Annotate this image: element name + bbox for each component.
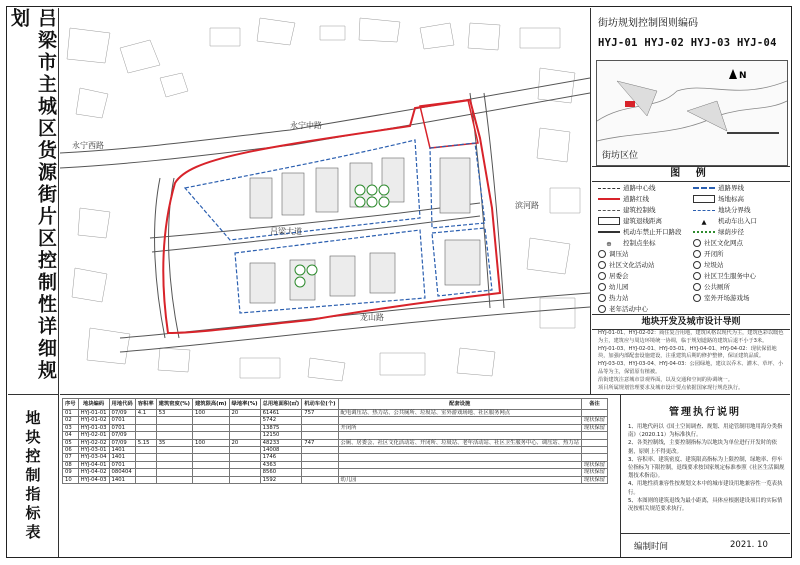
table-cell: 1746 — [260, 454, 302, 461]
table-row — [63, 469, 608, 476]
location-label: 街坊区位 — [602, 151, 639, 161]
table-cell — [229, 424, 260, 431]
table-cell: 48233 — [260, 439, 302, 446]
table-cell: 53 — [156, 410, 192, 417]
table-cell: 0701 — [109, 417, 135, 424]
legend-symbol — [598, 188, 620, 189]
table-header-cell: 机动车位(个) — [302, 399, 338, 410]
table-cell: 开闭所 — [338, 424, 581, 431]
legend-symbol: ▲ — [701, 218, 707, 226]
table-cell: 13875 — [260, 424, 302, 431]
road-label-longshan: 龙山路 — [360, 313, 384, 322]
table-cell: 100 — [192, 410, 229, 417]
table-cell: 747 — [302, 439, 338, 446]
legend-symbol — [693, 272, 701, 280]
table-cell: 1401 — [109, 476, 135, 483]
vertical-title — [8, 8, 59, 394]
table-cell — [192, 417, 229, 424]
table-cell — [302, 432, 338, 439]
table-cell — [302, 469, 338, 476]
table-cell — [229, 469, 260, 476]
plan-title: 吕梁市主城区货源街片区控制性详细规划 — [8, 8, 57, 382]
table-cell — [192, 454, 229, 461]
table-header-cell: 备注 — [581, 399, 607, 410]
table-header-row — [63, 399, 608, 410]
table-header-cell: 配套设施 — [338, 399, 581, 410]
table-cell: 757 — [302, 410, 338, 417]
legend-symbol — [693, 187, 715, 189]
table-row — [63, 417, 608, 424]
table-cell: 20 — [229, 439, 260, 446]
table-cell: 07/09 — [109, 410, 135, 417]
table-cell: 5.15 — [135, 439, 156, 446]
table-cell — [229, 417, 260, 424]
road-label-yongning-west: 永宁西路 — [72, 141, 104, 150]
table-header-cell: 建筑限高(m) — [192, 399, 229, 410]
table-cell — [581, 439, 607, 446]
management-title: 管理执行说明 — [669, 407, 741, 418]
road-label-binhe: 滨河路 — [515, 201, 539, 210]
table-cell — [192, 461, 229, 468]
legend-item: 社区文化网点 — [693, 238, 743, 249]
table-cell — [192, 424, 229, 431]
table-cell: 07 — [63, 454, 79, 461]
table-header-cell: 地块编码 — [78, 399, 109, 410]
guide-text: HYJ-01-01、HYJ-02-02：商住复合用地，建筑风格以现代为主，建筑色彩以暖色为主，建筑应与周边环境统一协调，临于规划道路的建筑后退不小于3米。 HYJ-01-03、HYJ-02-01、HYJ-03-01、HYJ-04-01、HYJ-04-02：现状保留地块，加强内部配套设施建设，注重建筑后期的修护整修，保证建筑品质。 HYJ-03-03、HYJ-03-04、HYJ-04-03：公园绿地，建议以乔木、灌木、草坪、小品等为主，保留原有植被。 沿街建筑注意城市景观界面，以及交通和空间的协调统一。 项目所属规划管理要求及城市设计要点依据国家现行规范执行。 — [598, 330, 784, 391]
table-cell: 080404 — [109, 469, 135, 476]
table-cell — [302, 417, 338, 424]
legend-symbol — [598, 210, 620, 211]
city-map — [60, 8, 590, 394]
table-header-cell: 容积率 — [135, 399, 156, 410]
legend-title: 图 例 — [592, 166, 790, 182]
table-cell — [135, 447, 156, 454]
legend-item: 社区文化活动站 — [598, 260, 655, 271]
table-cell: 04 — [63, 432, 79, 439]
table-cell: 现状保留 — [581, 461, 607, 468]
table-cell: HYJ-02-02 — [78, 439, 109, 446]
legend-item: 老年活动中心 — [598, 304, 648, 315]
table-cell: 1401 — [109, 454, 135, 461]
legend-item: 场地标高 — [693, 194, 744, 205]
table-cell: 8560 — [260, 469, 302, 476]
legend-item: 地块分界线 — [693, 205, 751, 216]
date-value: 2021. 10 — [730, 540, 768, 550]
legend-symbol — [598, 250, 606, 258]
legend-symbol — [598, 198, 620, 200]
legend-item: 道路界线 — [693, 183, 744, 194]
road-label-yongning-middle: 永宁中路 — [290, 121, 322, 130]
table-cell — [135, 469, 156, 476]
table-cell — [302, 476, 338, 483]
table-body — [63, 410, 608, 484]
table-cell — [192, 447, 229, 454]
legend-symbol — [693, 231, 715, 233]
legend-symbol — [693, 283, 701, 291]
table-cell — [338, 461, 581, 468]
legend-item: 道路红线 — [598, 194, 649, 205]
indicator-table-area — [60, 394, 621, 557]
legend-symbol — [598, 217, 620, 225]
table-cell — [192, 432, 229, 439]
table-cell — [135, 417, 156, 424]
legend-symbol: ⊕ — [606, 240, 612, 248]
table-header-cell: 用地代码 — [109, 399, 135, 410]
table-cell — [135, 424, 156, 431]
table-cell: 03 — [63, 424, 79, 431]
table-cell: HYJ-04-02 — [78, 469, 109, 476]
table-row — [63, 454, 608, 461]
table-cell: 5742 — [260, 417, 302, 424]
legend-item: ▲ 机动车出入口 — [693, 216, 757, 227]
management-text: 1、用地代码以《国土空间调查、规划、用途管制用地用海分类指南》（2020.11）为标准执行。 2、各类控制线，主要控制指标为以地块为单位进行开发时的依据，原则上不得更改。 3、容积率、建筑密度、建筑限高指标为上限控制，绿地率、停车位指标为下限控制，退线要求按国家规定标准参照《社区生活圈规划技术指南》。 4、用地性质兼容性按规划文本中的城市建设用地兼容性一览表执行。 5、本图则的建筑退线为最小距离，具体应根据建设项目的实际情况按相关规范要求执行。 — [628, 424, 785, 513]
table-cell: 07/09 — [109, 439, 135, 446]
legend-item: 垃圾站 — [693, 260, 724, 271]
indicator-title-box — [8, 394, 59, 557]
table-cell: 现状保留 — [581, 424, 607, 431]
table-cell — [229, 476, 260, 483]
legend-item: 机动车禁止开口路段 — [598, 227, 682, 238]
table-cell: 09 — [63, 469, 79, 476]
table-header-cell: 绿地率(%) — [229, 399, 260, 410]
table-cell: 幼儿园 — [338, 476, 581, 483]
table-cell: HYJ-01-01 — [78, 410, 109, 417]
table-cell: 20 — [229, 410, 260, 417]
table-cell — [338, 417, 581, 424]
table-cell — [229, 447, 260, 454]
table-header-cell: 建筑密度(%) — [156, 399, 192, 410]
table-cell: 1401 — [109, 447, 135, 454]
table-cell: 61461 — [260, 410, 302, 417]
legend-symbol — [693, 239, 701, 247]
table-cell: 07/09 — [109, 432, 135, 439]
legend-item: 绿荫步径 — [693, 227, 744, 238]
table-cell — [135, 461, 156, 468]
table-cell — [581, 410, 607, 417]
legend-item: 热力站 — [598, 293, 629, 304]
table-cell — [581, 447, 607, 454]
table-cell: HYJ-02-01 — [78, 432, 109, 439]
table-cell: HYJ-03-01 — [78, 447, 109, 454]
table-cell — [338, 447, 581, 454]
road-label-lvliang: 吕梁大道 — [270, 227, 302, 236]
table-row — [63, 447, 608, 454]
table-cell — [156, 476, 192, 483]
legend-item: 公共厕所 — [693, 282, 730, 293]
legend-symbol — [598, 272, 606, 280]
table-cell: HYJ-04-01 — [78, 461, 109, 468]
table-cell — [135, 476, 156, 483]
table-row — [63, 461, 608, 468]
table-row — [63, 432, 608, 439]
block-codes: HYJ-01 HYJ-02 HYJ-03 HYJ-04 — [598, 37, 777, 49]
table-cell — [338, 469, 581, 476]
table-cell: 14008 — [260, 447, 302, 454]
table-header-cell: 序号 — [63, 399, 79, 410]
legend-symbol — [598, 305, 606, 313]
legend-item: 幼儿园 — [598, 282, 629, 293]
code-panel-title: 街坊规划控制图则编码 — [598, 18, 698, 29]
table-cell: 现状保留 — [581, 476, 607, 483]
table-cell: HYJ-03-04 — [78, 454, 109, 461]
table-row — [63, 476, 608, 483]
table-cell — [338, 432, 581, 439]
table-cell: 现状保留 — [581, 417, 607, 424]
table-cell — [156, 447, 192, 454]
table-cell: 0701 — [109, 424, 135, 431]
table-cell — [302, 447, 338, 454]
table-cell: 现状保留 — [581, 469, 607, 476]
guide-title: 地块开发及城市设计导则 — [592, 314, 790, 330]
legend-item: 开闭所 — [693, 249, 724, 260]
legend-item: 调压站 — [598, 249, 629, 260]
table-cell — [581, 454, 607, 461]
table-cell — [156, 454, 192, 461]
table-cell — [156, 432, 192, 439]
table-cell: HYJ-01-02 — [78, 417, 109, 424]
legend-symbol — [598, 231, 620, 233]
legend-item: ⊕ 控制点坐标 — [598, 238, 656, 249]
table-cell — [156, 424, 192, 431]
legend-symbol — [598, 261, 606, 269]
table-cell — [192, 476, 229, 483]
table-cell: 01 — [63, 410, 79, 417]
table-cell — [302, 454, 338, 461]
legend-item: 社区卫生服务中心 — [693, 271, 756, 282]
table-cell: 1592 — [260, 476, 302, 483]
table-cell — [156, 417, 192, 424]
legend-item: 居委会 — [598, 271, 629, 282]
indicator-table — [62, 398, 608, 484]
table-cell — [581, 432, 607, 439]
table-cell — [156, 461, 192, 468]
table-cell: 02 — [63, 417, 79, 424]
table-cell: 10 — [63, 476, 79, 483]
legend-symbol — [693, 250, 701, 258]
legend-symbol — [693, 294, 701, 302]
table-cell — [135, 454, 156, 461]
legend-symbol — [598, 294, 606, 302]
north-arrow-icon — [729, 69, 747, 81]
table-cell: 06 — [63, 447, 79, 454]
right-panel — [592, 8, 790, 394]
legend-symbol — [693, 261, 701, 269]
legend-item: 道路中心线 — [598, 183, 656, 194]
table-cell: 35 — [156, 439, 192, 446]
table-cell — [302, 461, 338, 468]
table-cell: HYJ-04-03 — [78, 476, 109, 483]
table-cell: 4363 — [260, 461, 302, 468]
table-cell: 配电调压站、热力站、公共厕所、垃圾站、室外游戏场地、社区服务网点 — [338, 410, 581, 417]
table-cell — [135, 432, 156, 439]
date-footer — [620, 533, 790, 556]
table-row — [63, 410, 608, 417]
table-cell: 100 — [192, 439, 229, 446]
table-cell — [338, 454, 581, 461]
table-cell: 4.1 — [135, 410, 156, 417]
table-cell: 0701 — [109, 461, 135, 468]
legend-item: 建筑退线距离 — [598, 216, 662, 227]
table-cell: 12150 — [260, 432, 302, 439]
table-cell — [229, 454, 260, 461]
legend-symbol — [693, 210, 715, 211]
north-label: N — [739, 71, 747, 81]
date-label: 编制时间 — [634, 542, 669, 552]
indicator-title: 地块控制指标表 — [23, 409, 42, 543]
table-cell — [229, 461, 260, 468]
table-row — [63, 424, 608, 431]
legend-symbol — [598, 283, 606, 291]
table-cell — [192, 469, 229, 476]
table-row — [63, 439, 608, 446]
table-cell — [156, 469, 192, 476]
legend-item: 建筑控制线 — [598, 205, 656, 216]
table-cell: HYJ-01-03 — [78, 424, 109, 431]
table-cell — [302, 424, 338, 431]
map-view[interactable] — [60, 8, 591, 394]
table-cell — [229, 432, 260, 439]
legend-item: 室外开场游戏场 — [693, 293, 750, 304]
legend-symbol — [693, 195, 715, 203]
table-header-cell: 总用地面积(㎡) — [260, 399, 302, 410]
management-notes — [620, 394, 790, 557]
table-cell: 08 — [63, 461, 79, 468]
table-cell: 05 — [63, 439, 79, 446]
table-cell: 公厕、居委会、社区文化活动站、开闭所、垃圾站、老年活动站、社区卫生服务中心、调压站、热力站 — [338, 439, 581, 446]
